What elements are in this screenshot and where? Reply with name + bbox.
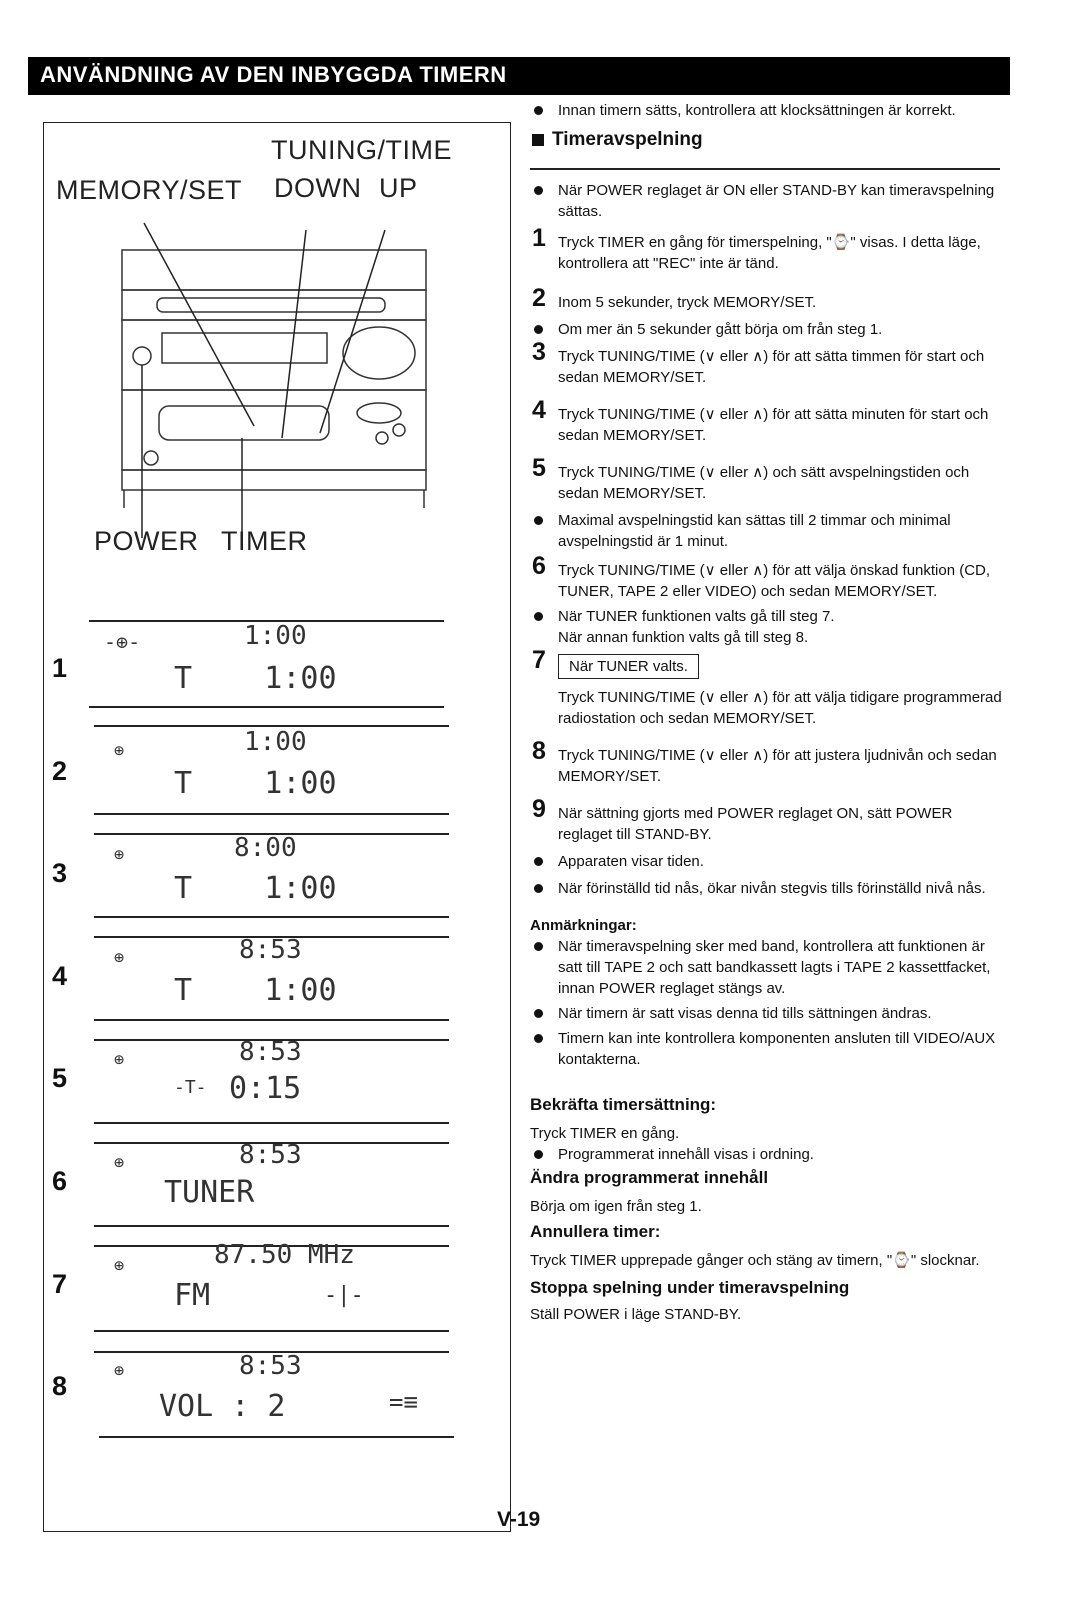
step-number: 5	[52, 1063, 68, 1093]
divider	[99, 1436, 454, 1438]
step-number: 4	[52, 961, 68, 991]
step-item: 8 Tryck TUNING/TIME (∨ eller ∧) för att justera ljudnivån och sedan MEMORY/SET.	[532, 736, 997, 785]
divider	[94, 1225, 449, 1227]
timer-icon: -⊕-	[104, 630, 141, 654]
clock-icon: ⊕	[114, 1361, 125, 1381]
divider	[89, 706, 444, 708]
clock-icon: ⊕	[114, 948, 125, 968]
label-power: POWER	[94, 526, 199, 556]
display-top: 8:53	[239, 1351, 302, 1381]
label-down: DOWN	[274, 173, 362, 203]
divider	[94, 813, 449, 815]
bullet-item: Om mer än 5 sekunder gått börja om från steg 1.	[530, 319, 1010, 340]
bullet-item: Maximal avspelningstid kan sättas till 2 timmar och minimal avspelningstid är 1 minut.	[530, 510, 1010, 552]
clock-icon: ⊕	[114, 741, 125, 761]
clock-icon: ⊕	[114, 845, 125, 865]
paragraph: Tryck TIMER en gång.	[530, 1124, 680, 1142]
display-top: 8:53	[239, 1140, 302, 1170]
display-bottom: TUNER	[164, 1175, 255, 1210]
step-item: 2 Inom 5 sekunder, tryck MEMORY/SET.	[532, 283, 817, 312]
display-top: 87.50 MHz	[214, 1240, 355, 1270]
subheading: Ändra programmerat innehåll	[530, 1167, 769, 1187]
step-number: 1	[52, 653, 68, 683]
bullet-item: Programmerat innehåll visas i ordning.	[530, 1144, 1010, 1165]
display-bottom: T 1:00	[174, 871, 337, 906]
bullet-item: När POWER reglaget är ON eller STAND-BY kan timeravspelning sättas.	[530, 180, 1010, 222]
step-item: 1 Tryck TIMER en gång för timerspelning, "⌚" visas. I detta läge, kontrollera att "REC" inte är tänd.	[532, 223, 981, 272]
step-number: 7	[52, 1269, 68, 1299]
section-heading: Timeravspelning	[530, 129, 1010, 150]
subheading: Annullera timer:	[530, 1221, 661, 1241]
step-text: När sättning gjorts med POWER reglaget ON, sätt POWER reglaget till STAND-BY.	[558, 804, 953, 843]
notes-heading: Anmärkningar:	[530, 916, 637, 934]
clock-icon: ⊕	[114, 1153, 125, 1173]
paragraph: Ställ POWER i läge STAND-BY.	[530, 1305, 742, 1323]
bars-indicator: =≡	[389, 1388, 418, 1416]
paragraph: Börja om igen från steg 1.	[530, 1197, 702, 1215]
paragraph: Tryck TIMER upprepade gånger och stäng av timern, "⌚" slocknar.	[530, 1251, 980, 1269]
divider	[94, 1019, 449, 1021]
bullet-item: Apparaten visar tiden.	[530, 851, 1010, 872]
step-text: Tryck TUNING/TIME (∨ eller ∧) för att sätta timmen för start och sedan MEMORY/SET.	[558, 347, 985, 386]
step-text: Tryck TUNING/TIME (∨ eller ∧) för att justera ljudnivån och sedan MEMORY/SET.	[558, 746, 997, 785]
divider	[530, 168, 1000, 170]
display-bottom: T 1:00	[174, 973, 337, 1008]
blink-indicator: -|-	[324, 1283, 364, 1308]
step-item: 4 Tryck TUNING/TIME (∨ eller ∧) för att sätta minuten för start och sedan MEMORY/SET.	[532, 395, 989, 444]
note-item: När timeravspelning sker med band, kontrollera att funktionen är satt till TAPE 2 och satt bandkassett lagts i TAPE 2 kassettfacket, innan POWER reglaget stängs av.	[530, 936, 1010, 999]
step-number: 6	[52, 1166, 68, 1196]
divider	[94, 916, 449, 918]
bullet-line: När annan funktion valts gå till steg 8.	[558, 628, 809, 646]
step-item: 6 Tryck TUNING/TIME (∨ eller ∧) för att välja önskad funktion (CD, TUNER, TAPE 2 eller VIDEO) och sedan MEMORY/SET.	[532, 551, 991, 600]
display-bottom: T 1:00	[174, 661, 337, 696]
subheading: Bekräfta timersättning:	[530, 1094, 717, 1114]
bullet-item	[530, 606, 1010, 648]
bullet-item: När förinställd tid nås, ökar nivån stegvis tills förinställd nivå nås.	[530, 878, 1010, 899]
illustration-panel	[43, 122, 511, 1532]
bullet-line: När TUNER funktionen valts gå till steg 7.	[558, 607, 835, 625]
clock-icon: ⊕	[114, 1256, 125, 1276]
step-text: Tryck TUNING/TIME (∨ eller ∧) och sätt avspelningstiden och sedan MEMORY/SET.	[558, 463, 970, 502]
subheading: Stoppa spelning under timeravspelning	[530, 1277, 850, 1297]
stereo-unit-drawing	[44, 208, 510, 538]
intro-note: Innan timern sätts, kontrollera att klocksättningen är korrekt.	[530, 100, 1010, 121]
label-tuning-time: TUNING/TIME	[271, 135, 452, 165]
step-item: 3 Tryck TUNING/TIME (∨ eller ∧) för att sätta timmen för start och sedan MEMORY/SET.	[532, 337, 985, 386]
step-text: Tryck TUNING/TIME (∨ eller ∧) för att sätta minuten för start och sedan MEMORY/SET.	[558, 405, 989, 444]
step-text: Tryck TUNING/TIME (∨ eller ∧) för att välja tidigare programmerad radiostation och sedan MEMORY/SET.	[558, 688, 1002, 727]
display-top: 1:00	[244, 621, 307, 651]
label-memory-set: MEMORY/SET	[56, 175, 243, 205]
display-top: 1:00	[244, 727, 307, 757]
display-top: 8:53	[239, 1037, 302, 1067]
step-item: 9 När sättning gjorts med POWER reglaget ON, sätt POWER reglaget till STAND-BY.	[532, 794, 953, 843]
step-text: Tryck TIMER en gång för timerspelning, "⌚" visas. I detta läge, kontrollera att "REC" inte är tänd.	[558, 233, 981, 272]
note-item: När timern är satt visas denna tid tills sättningen ändras.	[530, 1003, 1010, 1024]
divider	[94, 1122, 449, 1124]
step-item: 7 När TUNER valts.	[530, 654, 1010, 679]
label-timer: TIMER	[221, 526, 308, 556]
display-bottom: 0:15	[229, 1071, 302, 1106]
label-up: UP	[379, 173, 418, 203]
display-bottom: VOL : 2	[159, 1389, 286, 1424]
page-header	[28, 57, 1010, 95]
clock-icon: ⊕	[114, 1050, 125, 1070]
divider	[94, 1330, 449, 1332]
page-title: ANVÄNDNING AV DEN INBYGGDA TIMERN	[40, 62, 507, 87]
step-text: Inom 5 sekunder, tryck MEMORY/SET.	[558, 293, 817, 311]
step-item: 5 Tryck TUNING/TIME (∨ eller ∧) och sätt avspelningstiden och sedan MEMORY/SET.	[532, 453, 970, 502]
timer-symbol: -T-	[174, 1077, 207, 1098]
page-number: V-19	[497, 1508, 541, 1531]
instruction-column	[530, 100, 1010, 1325]
display-bottom: T 1:00	[174, 766, 337, 801]
step-number: 8	[52, 1371, 68, 1401]
boxed-condition: När TUNER valts.	[558, 654, 699, 679]
step-number: 2	[52, 756, 68, 786]
step-number: 3	[52, 858, 68, 888]
step-text: Tryck TUNING/TIME (∨ eller ∧) för att välja önskad funktion (CD, TUNER, TAPE 2 eller VIDEO) och sedan MEMORY/SET.	[558, 561, 991, 600]
note-item: Timern kan inte kontrollera komponenten ansluten till VIDEO/AUX kontakterna.	[530, 1028, 1010, 1070]
display-bottom: FM	[174, 1278, 211, 1313]
display-top: 8:53	[239, 935, 302, 965]
display-top: 8:00	[234, 833, 297, 863]
